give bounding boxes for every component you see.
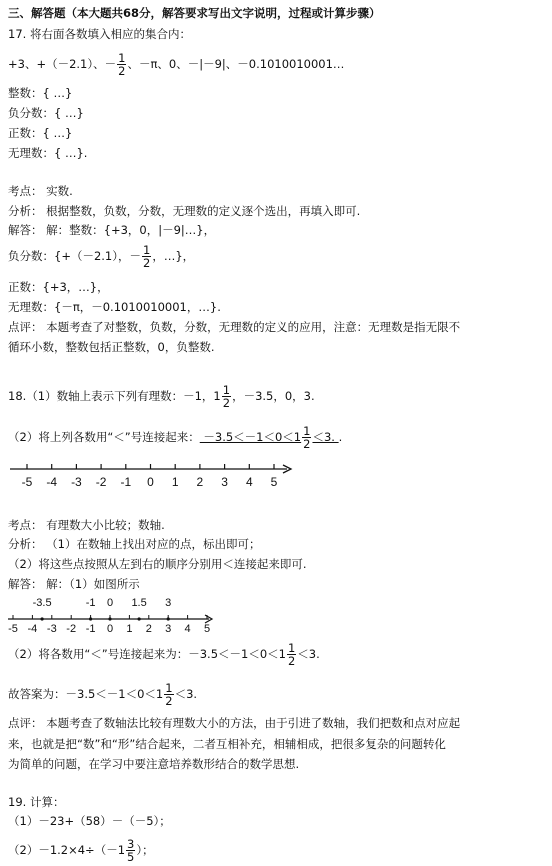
q17-frac-den: 2 bbox=[118, 64, 126, 78]
q18-stem-den: 2 bbox=[222, 396, 231, 410]
q17-fufenshu-num: 1 bbox=[143, 243, 151, 257]
q18-fenxi: 分析： （1）在数轴上找出对应的点，标出即可； bbox=[8, 537, 261, 551]
axis1-tick-label: -1 bbox=[120, 475, 132, 489]
q17-set-integer: 整数：{ …} bbox=[8, 86, 73, 100]
axis2-point-label: 0 bbox=[106, 597, 114, 609]
axis1-tick-label: 5 bbox=[270, 475, 278, 489]
q18-stem-b: ，－3.5，0，3. bbox=[232, 389, 315, 403]
axis1-tick-label: -5 bbox=[21, 475, 33, 489]
q17-frac-num: 1 bbox=[118, 51, 126, 65]
q19-frac-num: 3 bbox=[127, 837, 135, 851]
q19-frac-den: 5 bbox=[127, 850, 135, 864]
q18-dianping-line3: 为简单的问题，在学习中要注意培养数形结合的数学思想. bbox=[8, 757, 300, 771]
q17-set-irrational: 无理数：{ …}. bbox=[8, 146, 88, 160]
q19-part2-b: ）； bbox=[136, 843, 154, 857]
q17-numbers-a: +3、+（－2.1）、－ bbox=[8, 57, 117, 71]
q17-fufenshu-b: ，…}， bbox=[152, 249, 195, 263]
q18-part2-num: 1 bbox=[303, 424, 311, 438]
q18-stem bbox=[8, 384, 315, 409]
q18-dianping-line2: 来，也就是把“数”和“形”结合起来，二者互相补充，相辅相成，把很多复杂的问题转化 bbox=[8, 737, 446, 751]
axis2-tick-label: 4 bbox=[184, 623, 191, 635]
q17-fufenshu-fraction bbox=[142, 244, 151, 269]
q17-negative-fraction-answer bbox=[8, 244, 194, 269]
q18-answer-b: ＜3. bbox=[174, 687, 198, 701]
axis2-top-labels bbox=[33, 597, 172, 621]
q17-set-positive: 正数：{ …} bbox=[8, 126, 73, 140]
q18-jieda: 解答： 解：（1）如图所示 bbox=[8, 577, 140, 591]
q17-set-negative-fraction: 负分数：{ …} bbox=[8, 106, 84, 120]
q17-zhengshu: 正数：{+3，…}， bbox=[8, 280, 109, 294]
q18-part2-fraction bbox=[302, 425, 311, 450]
q17-stem: 17. 将右面各数填入相应的集合内： bbox=[8, 27, 191, 41]
axis2-tick-label: 2 bbox=[145, 623, 152, 635]
axis2-tick-label: -4 bbox=[27, 623, 38, 635]
q18-jieda2 bbox=[8, 642, 320, 667]
q17-fufenshu-a: 负分数：{+（－2.1），－ bbox=[8, 249, 141, 263]
axis1-tick-label: 3 bbox=[221, 475, 228, 489]
q18-answer-den: 2 bbox=[165, 694, 173, 708]
q17-fufenshu-den: 2 bbox=[143, 256, 151, 270]
axis2-point-label: 1.5 bbox=[131, 597, 147, 609]
q17-jieda: 解答： 解：整数：{+3，0，|－9|…}， bbox=[8, 223, 216, 237]
q18-answer bbox=[8, 682, 197, 707]
axis2-tick-label: 5 bbox=[203, 623, 211, 635]
axis1-tick-label: 4 bbox=[245, 475, 253, 489]
axis1-ticks bbox=[22, 464, 278, 489]
q17-numbers-b: 、－π、0、－|－9|、－0.1010010001… bbox=[127, 57, 345, 71]
q18-part2 bbox=[8, 425, 342, 450]
q18-answer-num: 1 bbox=[165, 681, 173, 695]
q18-part2-a: （2）将上列各数用“＜”号连接起来： bbox=[8, 430, 200, 444]
q19-part2-a: （2）－1.2×4÷（－1 bbox=[8, 843, 126, 857]
q18-part2-answer-a: －3.5＜－1＜0＜1 bbox=[199, 430, 302, 444]
axis2-tick-label: 1 bbox=[126, 623, 133, 635]
q18-dianping-line1: 点评： 本题考查了数轴法比较有理数大小的方法，由于引进了数轴，我们把数和点对应起 bbox=[8, 716, 461, 730]
q18-stem-fraction bbox=[222, 384, 231, 409]
axis2-tick-label: -3 bbox=[46, 623, 57, 635]
axis1-tick-label: 2 bbox=[196, 475, 204, 489]
q19-stem: 19. 计算： bbox=[8, 795, 65, 809]
axis2-tick-label: -5 bbox=[8, 623, 18, 635]
number-line-1 bbox=[0, 455, 300, 495]
axis2-tick-label: -2 bbox=[66, 623, 77, 635]
number-line-2 bbox=[0, 594, 230, 638]
q18-jieda2-b: ＜3. bbox=[297, 647, 320, 661]
axis2-tick-label: 3 bbox=[165, 623, 172, 635]
q18-jieda2-den: 2 bbox=[287, 654, 296, 668]
q17-numbers bbox=[8, 52, 344, 77]
q18-part2-answer-b: ＜3. bbox=[312, 430, 339, 444]
axis1-tick-label: -4 bbox=[46, 475, 58, 489]
axis2-tick-label: -1 bbox=[85, 623, 96, 635]
axis1-tick-label: -3 bbox=[71, 475, 82, 489]
q18-answer-a: 故答案为：－3.5＜－1＜0＜1 bbox=[8, 687, 164, 701]
q18-jieda2-num: 1 bbox=[287, 641, 296, 655]
q17-dianping-line1: 点评： 本题考查了对整数，负数，分数，无理数的定义的应用，注意：无理数是指无限不 bbox=[8, 320, 461, 334]
q18-stem-a: 18.（1）数轴上表示下列有理数：－1，1 bbox=[8, 389, 221, 403]
q18-fenxi2: （2）将这些点按照从左到右的顺序分别用＜连接起来即可. bbox=[8, 557, 307, 571]
axis2-tick-label: 0 bbox=[106, 623, 114, 635]
q17-fenxi: 分析： 根据整数，负数，分数，无理数的定义逐个选出，再填入即可. bbox=[8, 204, 361, 218]
q18-part2-den: 2 bbox=[303, 437, 311, 451]
axis1-tick-label: -2 bbox=[95, 475, 107, 489]
axis1-tick-label: 1 bbox=[171, 475, 179, 489]
q18-stem-num: 1 bbox=[222, 383, 231, 397]
q17-fraction bbox=[117, 52, 126, 77]
q18-jieda2-a: （2）将各数用“＜”号连接起来为：－3.5＜－1＜0＜1 bbox=[8, 647, 286, 661]
q19-part2 bbox=[8, 838, 154, 863]
axis2-point-label: -1 bbox=[85, 597, 96, 609]
q18-answer-fraction bbox=[164, 682, 173, 707]
q17-wulishu: 无理数：{－π，－0.1010010001，…}. bbox=[8, 300, 221, 314]
q19-part1: （1）－23+（58）－（－5）； bbox=[8, 814, 171, 828]
axis1-tick-label: 0 bbox=[147, 475, 154, 489]
axis2-point-label: 3 bbox=[165, 597, 172, 609]
q17-kaodian: 考点： 实数. bbox=[8, 184, 73, 198]
q17-dianping-line2: 循环小数，整数包括正整数，0，负整数. bbox=[8, 340, 215, 354]
section-title: 三、解答题（本大题共68分，解答要求写出文字说明，过程或计算步骤） bbox=[8, 6, 381, 20]
axis2-point-label: -3.5 bbox=[32, 597, 52, 609]
q18-kaodian: 考点： 有理数大小比较；数轴. bbox=[8, 518, 165, 532]
q18-jieda2-fraction bbox=[287, 642, 296, 667]
q18-part2-end: . bbox=[338, 430, 343, 444]
q18-part2-answer bbox=[199, 424, 339, 451]
q19-fraction bbox=[126, 838, 135, 863]
